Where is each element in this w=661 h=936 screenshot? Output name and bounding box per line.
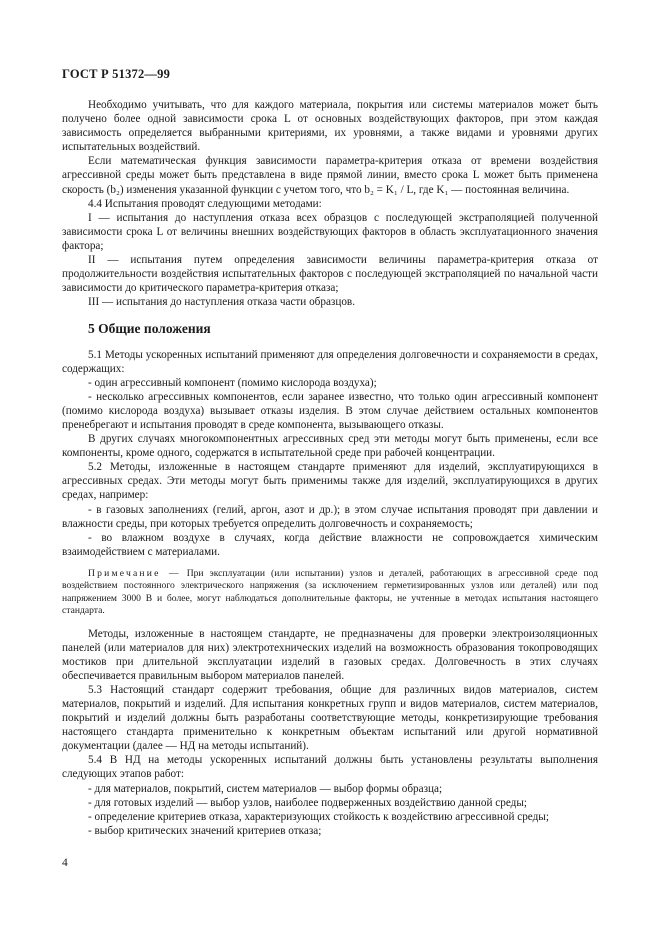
paragraph: В других случаях многокомпонентных агрессивных сред эти методы могут быть применены, если все компоненты, кроме одного, содержатся в испытательной среде при рабочей концентрации. (62, 433, 598, 460)
note-label: Примечание — (88, 567, 181, 579)
list-item: - в газовых заполнениях (гелий, аргон, азот и др.); в этом случае испытания проводят при давлении и влажности среды, при которых требуется определить долговечность и сохраняемость; (62, 503, 598, 530)
paragraph: 5.4 В НД на методы ускоренных испытаний должны быть установлены результаты выполнения следующих этапов работ: (62, 754, 598, 781)
list-item: - несколько агрессивных компонентов, если заранее известно, что только один агрессивный компонент (помимо кислорода воздуха) вызывает отказы изделия. В этом случае действием остальных компонентов пренебрегают и испытания проводят в среде компонента, вызывающего отказы. (62, 390, 598, 431)
section-title: 5 Общие положения (88, 321, 211, 337)
note-text: При эксплуатации (или испытании) узлов и деталей, работающих в агрессивной среде под воздействием постоянного электрического напряжения (за исключением герметизированных узлов или деталей) или под напряжением 3000 В и более, могут наблюдаться дополнительные факторы, не учтенные в методах испытания настоящего стандарта. (62, 567, 599, 617)
list-item: - один агрессивный компонент (помимо кислорода воздуха); (88, 376, 377, 389)
paragraph: III — испытания до наступления отказа части образцов. (88, 296, 356, 309)
list-item: - для готовых изделий — выбор узлов, наиболее подверженных воздействию данной среды; (88, 796, 527, 809)
paragraph: Необходимо учитывать, что для каждого материала, покрытия или системы материалов может быть получено более одной зависимости срока L от основных воздействующих факторов, при этом каждая зависимость определяется выбранными критериями, их уровнями, а также видами и уровнями других испытательных воздействий. (62, 99, 598, 154)
paragraph: Методы, изложенные в настоящем стандарте, не предназначены для проверки электроизоляционных панелей (или материалов для них) электротехнических изделий на возможность образования токопроводящих мостиков при длительной эксплуатации изделий в газовых средах. Долговечность в этих случаях обеспечивается правильным выбором материалов панелей. (62, 627, 598, 682)
list-item: - во влажном воздухе в случаях, когда действие влажности не сопровождается химическим взаимодействием с материалами. (62, 531, 598, 558)
document-code: ГОСТ Р 51372—99 (62, 67, 171, 81)
list-item: - определение критериев отказа, характеризующих стойкость к воздействию агрессивной среды; (88, 810, 549, 823)
paragraph: Если математическая функция зависимости параметра-критерия отказа от времени воздействия агрессивной среды может быть представлена в виде прямой линии, вместо срока L может быть применена скорость (b₂) изменения указанной функции с учетом того, что b₂ = K₁ / L, где K₁ — постоянная величина. (62, 155, 598, 196)
list-item: - для материалов, покрытий, систем материалов — выбор формы образца; (88, 782, 443, 795)
paragraph: II — испытания путем определения зависимости величины параметра-критерия отказа от продолжительности воздействия испытательных факторов с последующей экстраполяцией по начальной части зависимости до критического параметра-критерия отказа; (62, 254, 598, 295)
paragraph: 4.4 Испытания проводят следующими методами: (88, 197, 322, 210)
document-body (62, 98, 598, 838)
paragraph: 5.2 Методы, изложенные в настоящем стандарте применяют для изделий, эксплуатирующихся в агрессивных средах. Эти методы могут быть применимы также для изделий, эксплуатирующихся в других средах, например: (62, 461, 598, 502)
paragraph: 5.3 Настоящий стандарт содержит требования, общие для различных видов материалов, систем материалов, покрытий и изделий. Для испытания конкретных групп и видов материалов, систем материалов, покрытий и изделий должны быть разработаны соответствующие методы, конкретизирующие требования настоящего стандарта применительно к конкретным объектам испытаний или другой нормативной документации (далее — НД на методы испытаний). (62, 683, 598, 753)
page-number: 4 (62, 857, 68, 869)
note (62, 568, 598, 618)
paragraph: 5.1 Методы ускоренных испытаний применяют для определения долговечности и сохраняемости в средах, содержащих: (62, 348, 598, 375)
paragraph: I — испытания до наступления отказа всех образцов с последующей экстраполяцией полученной зависимости срока L от величины внешних воздействующих факторов в область эксплуатационного значения фактора; (62, 211, 598, 252)
list-item: - выбор критических значений критериев отказа; (88, 824, 322, 837)
